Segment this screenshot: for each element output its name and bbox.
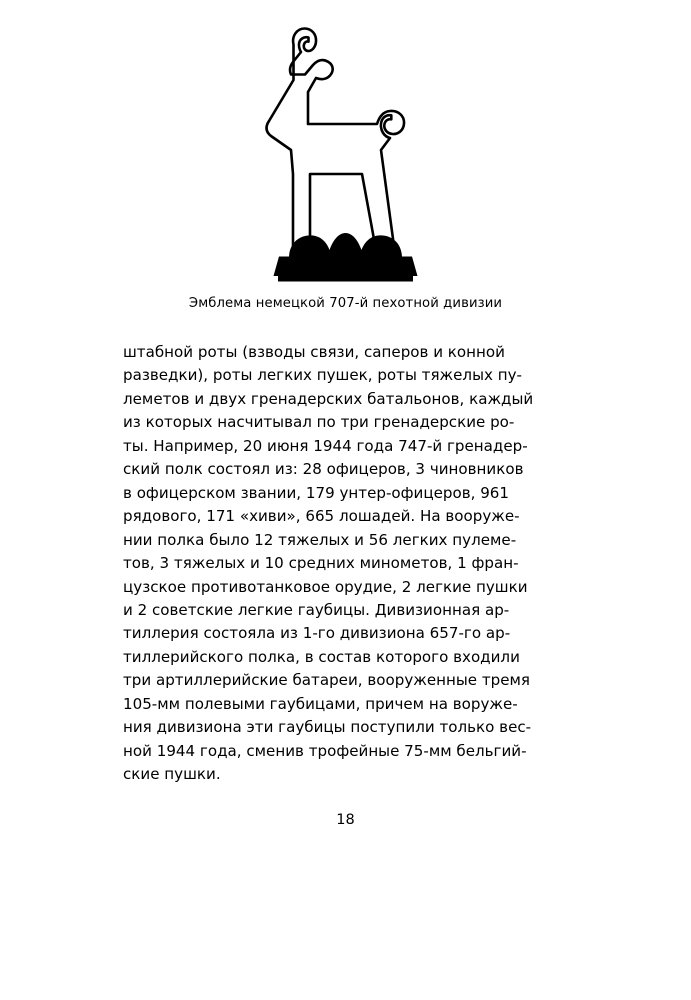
page-number: 18: [336, 812, 355, 828]
text-line: ной 1944 года, сменив трофейные 75-мм бельгий-: [123, 741, 527, 760]
rock-mounds: [289, 233, 402, 258]
text-line: рядового, 171 «хиви», 665 лошадей. На вооруже-: [123, 507, 520, 526]
text-line: ский полк состоял из: 28 офицеров, 3 чиновников: [123, 460, 524, 479]
deer-outline: [266, 29, 403, 262]
text-line: штабной роты (взводы связи, саперов и конной: [123, 343, 505, 361]
figure-emblem: [0, 18, 691, 311]
text-line: тиллерийского полка, в состав которого входили: [123, 647, 520, 666]
text-line: цузское противотанковое орудие, 2 легкие пушки: [123, 577, 528, 596]
text-line: в офицерском звании, 179 унтер-офицеров, 961: [123, 483, 510, 502]
deer-emblem-illustration: [231, 18, 461, 288]
text-line: леметов и двух гренадерских батальонов, каждый: [123, 389, 534, 408]
text-line: нии полка было 12 тяжелых и 56 легких пулеме-: [123, 530, 517, 549]
text-line: из которых насчитывал по три гренадерские ро-: [123, 413, 515, 432]
paragraph: [123, 341, 571, 787]
text-line: ния дивизиона эти гаубицы поступили только вес-: [123, 718, 532, 737]
figure-caption: Эмблема немецкой 707-й пехотной дивизии: [188, 296, 503, 311]
text-line: 105-мм полевыми гаубицами, причем на воруже-: [123, 694, 518, 713]
body-text-block: [123, 341, 571, 787]
text-line: и 2 советские легкие гаубицы. Дивизионная ар-: [123, 600, 510, 619]
text-line: ты. Например, 20 июня 1944 года 747-й гренадер-: [123, 436, 528, 455]
text-line: ские пушки.: [123, 765, 221, 784]
text-line: тиллерия состояла из 1-го дивизиона 657-го ар-: [123, 624, 511, 643]
text-line: три артиллерийские батареи, вооруженные тремя: [123, 671, 531, 690]
pedestal-base: [273, 257, 417, 282]
text-line: тов, 3 тяжелых и 10 средних минометов, 1 фран-: [123, 554, 519, 573]
text-line: разведки), роты легких пушек, роты тяжелых пу-: [123, 366, 522, 385]
